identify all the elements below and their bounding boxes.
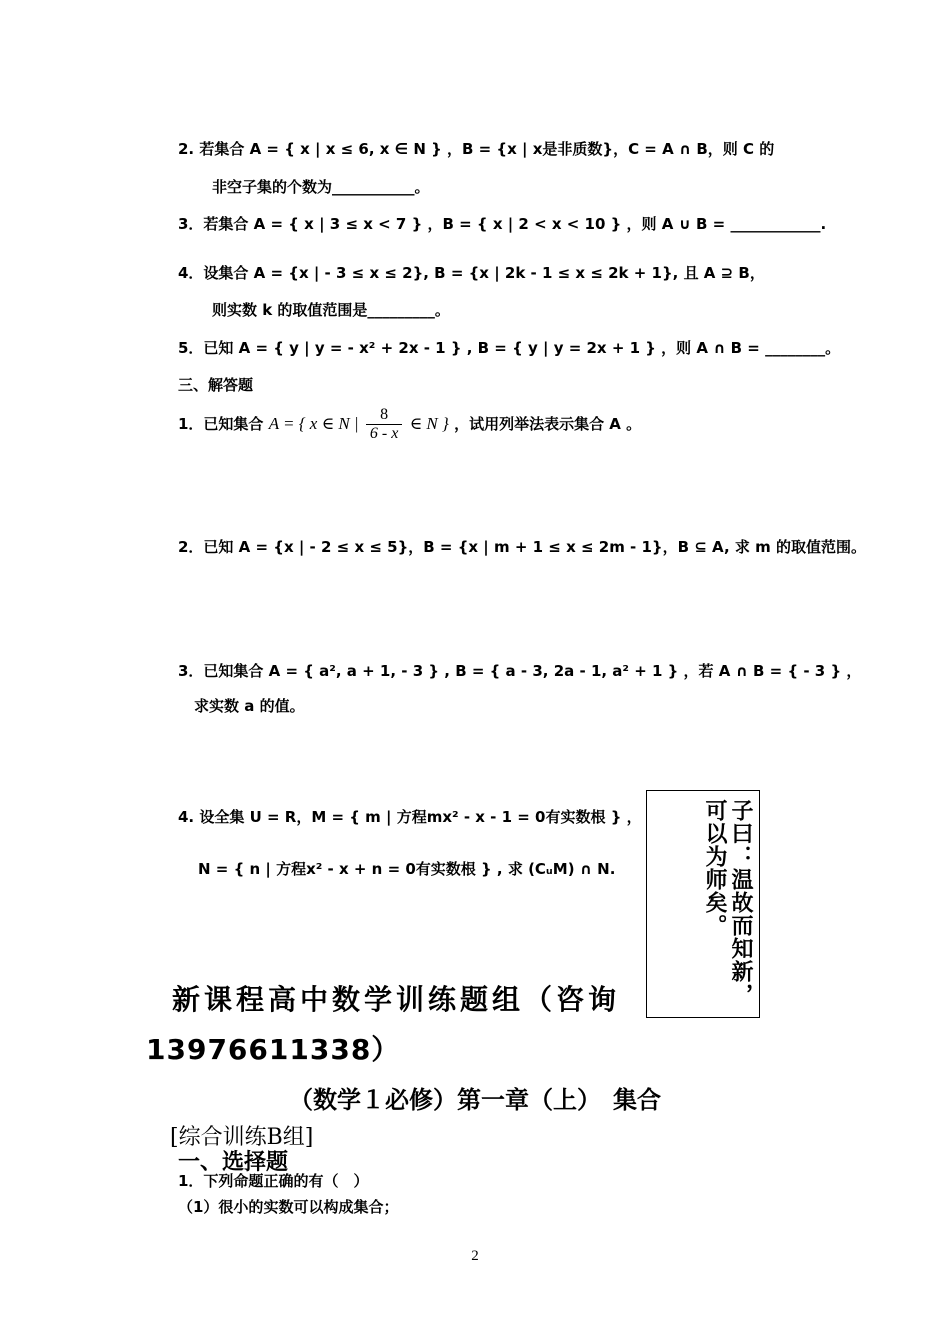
fill-in-q5: 5．已知 A = { y | y = - x² + 2x - 1 } , B = { y | y = 2x + 1 } ，则 A ∩ B = ________。 [178, 339, 841, 357]
choice-section-heading: 一、选择题 [178, 1150, 289, 1175]
fill-in-q4-line1: 4．设集合 A = {x | - 3 ≤ x ≤ 2}, B = {x | 2k - 1 ≤ x ≤ 2k + 1}, 且 A ⊇ B， [178, 264, 765, 282]
page-number: 2 [471, 1248, 479, 1264]
answer-q3-line2: 求实数 a 的值。 [194, 697, 305, 715]
answer-q1-set-close: ∈ N } [409, 414, 449, 433]
answer-q4-line1: 4. 设全集 U = R，M = { m | 方程mx² - x - 1 = 0有实数根 } ， [178, 808, 642, 826]
answer-q3-line1: 3．已知集合 A = { a², a + 1, - 3 } , B = { a - 3, 2a - 1, a² + 1 } ，若 A ∩ B = { - 3 } ， [178, 662, 862, 680]
answer-section-heading: 三、解答题 [178, 376, 254, 394]
quote-text: 子曰：温故而知新，可以为师矣。 [702, 799, 753, 1006]
chapter-title: （数学１必修）第一章（上） 集合 [289, 1086, 661, 1114]
choice-q1: 1．下列命题正确的有（ ） [178, 1172, 369, 1190]
series-title-line2: 13976611338） [146, 1033, 401, 1066]
answer-q1-fraction [366, 406, 402, 443]
fill-in-q3: 3．若集合 A = { x | 3 ≤ x < 7 } ，B = { x | 2 < x < 10 } ，则 A ∪ B = ____________. [178, 215, 827, 233]
group-label: [综合训练B组] [170, 1125, 314, 1150]
answer-q4-line2: N = { n | 方程x² - x + n = 0有实数根 } , 求 (CᵤM) ∩ N. [198, 860, 616, 878]
fill-in-q4-line2: 则实数 k 的取值范围是_________。 [212, 301, 450, 319]
answer-q1-fraction-numerator: 8 [366, 406, 402, 425]
quote-box [646, 790, 760, 1018]
answer-q1-fraction-denominator: 6 - x [369, 425, 399, 442]
answer-q1-suffix: ，试用列举法表示集合 A 。 [454, 415, 642, 433]
choice-q1-item1: （1）很小的实数可以构成集合； [178, 1198, 399, 1216]
fill-in-q2-line1: 2. 若集合 A = { x | x ≤ 6, x ∈ N } ，B = {x | x是非质数}，C = A ∩ B，则 C 的 [178, 140, 775, 158]
answer-q1-prefix: 1．已知集合 [178, 415, 264, 433]
answer-q1-set-open: A = { x ∈ N | [268, 414, 359, 433]
series-title-line1: 新课程高中数学训练题组（咨询 [172, 983, 621, 1016]
answer-q2: 2．已知 A = {x | - 2 ≤ x ≤ 5}，B = {x | m + 1 ≤ x ≤ 2m - 1}，B ⊆ A, 求 m 的取值范围。 [178, 538, 866, 556]
answer-q1 [178, 404, 641, 444]
fill-in-q2-line2: 非空子集的个数为___________。 [212, 178, 430, 196]
